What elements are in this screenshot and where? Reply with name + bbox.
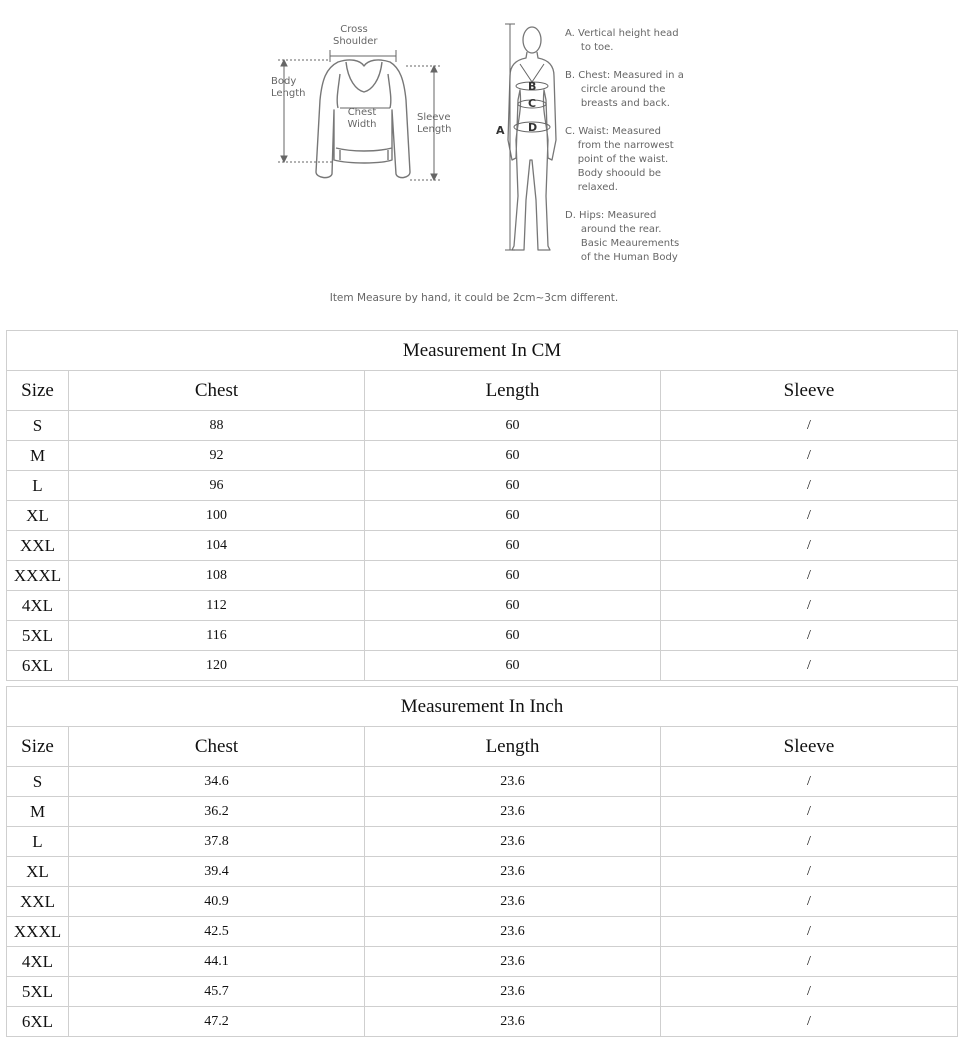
- cell-size: 4XL: [7, 591, 69, 621]
- cell-chest: 45.7: [69, 977, 365, 1007]
- table-row: [7, 917, 958, 947]
- chest-width-label-line2: Width: [347, 119, 377, 130]
- cell-chest: 108: [69, 561, 365, 591]
- cell-sleeve: /: [661, 471, 958, 501]
- table-row: [7, 887, 958, 917]
- cell-length: 60: [365, 651, 661, 681]
- cell-size: 4XL: [7, 947, 69, 977]
- header-size: Size: [7, 727, 69, 767]
- table-row: [7, 561, 958, 591]
- table-row: [7, 827, 958, 857]
- measure-note: Item Measure by hand, it could be 2cm~3cm different.: [329, 292, 619, 304]
- cell-length: 60: [365, 531, 661, 561]
- table-row: [7, 947, 958, 977]
- header-chest: Chest: [69, 727, 365, 767]
- cell-size: S: [7, 767, 69, 797]
- inch-size-table: [6, 686, 958, 1037]
- cell-sleeve: /: [661, 441, 958, 471]
- inch-table-header: [7, 727, 958, 767]
- cell-size: 5XL: [7, 621, 69, 651]
- cross-shoulder-label-line2: Shoulder: [333, 36, 378, 47]
- cell-size: M: [7, 441, 69, 471]
- cell-length: 60: [365, 411, 661, 441]
- sleeve-length-label-line1: Sleeve: [417, 112, 451, 123]
- cell-size: 6XL: [7, 651, 69, 681]
- cell-sleeve: /: [661, 857, 958, 887]
- cell-size: XXL: [7, 887, 69, 917]
- cell-size: L: [7, 471, 69, 501]
- cell-sleeve: /: [661, 887, 958, 917]
- letter-b: B: [528, 80, 537, 93]
- cell-chest: 96: [69, 471, 365, 501]
- cell-chest: 100: [69, 501, 365, 531]
- letter-d: D: [528, 121, 538, 134]
- cm-table-title: Measurement In CM: [7, 331, 958, 371]
- cell-chest: 40.9: [69, 887, 365, 917]
- cell-chest: 120: [69, 651, 365, 681]
- cell-size: XL: [7, 501, 69, 531]
- table-row: [7, 797, 958, 827]
- cell-sleeve: /: [661, 561, 958, 591]
- table-row: [7, 411, 958, 441]
- header-sleeve: Sleeve: [661, 727, 958, 767]
- letter-a: A: [496, 124, 505, 137]
- table-row: [7, 1007, 958, 1037]
- table-row: [7, 977, 958, 1007]
- body-length-label-line1: Body: [271, 76, 297, 87]
- cell-chest: 88: [69, 411, 365, 441]
- cell-length: 60: [365, 621, 661, 651]
- measurement-diagram: [0, 0, 962, 320]
- cell-chest: 34.6: [69, 767, 365, 797]
- table-row: [7, 857, 958, 887]
- cell-length: 23.6: [365, 887, 661, 917]
- body-length-label-line2: Length: [271, 88, 306, 99]
- diagram-illustration: [0, 0, 962, 320]
- cross-shoulder-label: [333, 24, 378, 48]
- sleeve-length-label-line2: Length: [417, 124, 452, 135]
- cell-length: 60: [365, 471, 661, 501]
- header-chest: Chest: [69, 371, 365, 411]
- cell-sleeve: /: [661, 591, 958, 621]
- human-figure: [508, 27, 556, 250]
- cell-sleeve: /: [661, 767, 958, 797]
- table-row: [7, 501, 958, 531]
- cell-length: 23.6: [365, 797, 661, 827]
- cell-length: 60: [365, 591, 661, 621]
- cell-length: 23.6: [365, 947, 661, 977]
- cell-length: 60: [365, 561, 661, 591]
- cell-chest: 37.8: [69, 827, 365, 857]
- cell-length: 23.6: [365, 1007, 661, 1037]
- cell-size: 5XL: [7, 977, 69, 1007]
- sleeve-length-label: [417, 112, 452, 136]
- table-row: [7, 471, 958, 501]
- cell-chest: 104: [69, 531, 365, 561]
- cell-length: 23.6: [365, 917, 661, 947]
- table-row: [7, 441, 958, 471]
- cell-size: L: [7, 827, 69, 857]
- cell-sleeve: /: [661, 977, 958, 1007]
- cell-sleeve: /: [661, 651, 958, 681]
- cell-sleeve: /: [661, 1007, 958, 1037]
- cell-size: XL: [7, 857, 69, 887]
- cell-sleeve: /: [661, 411, 958, 441]
- header-sleeve: Sleeve: [661, 371, 958, 411]
- description-b: B. Chest: Measured in a circle around the breasts and back.: [565, 70, 684, 109]
- header-length: Length: [365, 371, 661, 411]
- cell-chest: 42.5: [69, 917, 365, 947]
- cell-size: XXXL: [7, 561, 69, 591]
- cell-chest: 39.4: [69, 857, 365, 887]
- cell-size: 6XL: [7, 1007, 69, 1037]
- cell-length: 23.6: [365, 857, 661, 887]
- table-row: [7, 591, 958, 621]
- inch-table-body: [7, 767, 958, 1037]
- cell-sleeve: /: [661, 827, 958, 857]
- description-c: C. Waist: Measured from the narrowest point of the waist. Body shoould be relaxed.: [565, 126, 674, 193]
- cell-sleeve: /: [661, 531, 958, 561]
- cell-sleeve: /: [661, 621, 958, 651]
- cell-chest: 44.1: [69, 947, 365, 977]
- inch-table-title: Measurement In Inch: [7, 687, 958, 727]
- cm-size-table: [6, 330, 958, 681]
- header-length: Length: [365, 727, 661, 767]
- cell-sleeve: /: [661, 797, 958, 827]
- table-row: [7, 651, 958, 681]
- chest-width-label: [342, 107, 382, 131]
- cell-chest: 47.2: [69, 1007, 365, 1037]
- cell-sleeve: /: [661, 501, 958, 531]
- cell-size: M: [7, 797, 69, 827]
- table-row: [7, 767, 958, 797]
- chest-width-label-line1: Chest: [347, 107, 377, 118]
- body-length-label: [271, 76, 306, 100]
- cell-length: 23.6: [365, 767, 661, 797]
- letter-c: C: [528, 97, 537, 110]
- cell-size: XXXL: [7, 917, 69, 947]
- cell-chest: 116: [69, 621, 365, 651]
- description-a: A. Vertical height head to toe.: [565, 28, 679, 53]
- cm-table-header: [7, 371, 958, 411]
- cell-sleeve: /: [661, 917, 958, 947]
- table-row: [7, 531, 958, 561]
- cm-table-body: [7, 411, 958, 681]
- cell-length: 60: [365, 501, 661, 531]
- cell-size: XXL: [7, 531, 69, 561]
- cell-chest: 92: [69, 441, 365, 471]
- cell-chest: 112: [69, 591, 365, 621]
- cross-shoulder-label-line1: Cross: [340, 24, 368, 35]
- header-size: Size: [7, 371, 69, 411]
- cell-length: 23.6: [365, 827, 661, 857]
- table-row: [7, 621, 958, 651]
- body-measure-marks: [505, 24, 550, 250]
- cell-sleeve: /: [661, 947, 958, 977]
- description-d: D. Hips: Measured around the rear. Basic Meaurements of the Human Body: [565, 210, 680, 263]
- cell-length: 60: [365, 441, 661, 471]
- cell-length: 23.6: [365, 977, 661, 1007]
- cell-chest: 36.2: [69, 797, 365, 827]
- cell-size: S: [7, 411, 69, 441]
